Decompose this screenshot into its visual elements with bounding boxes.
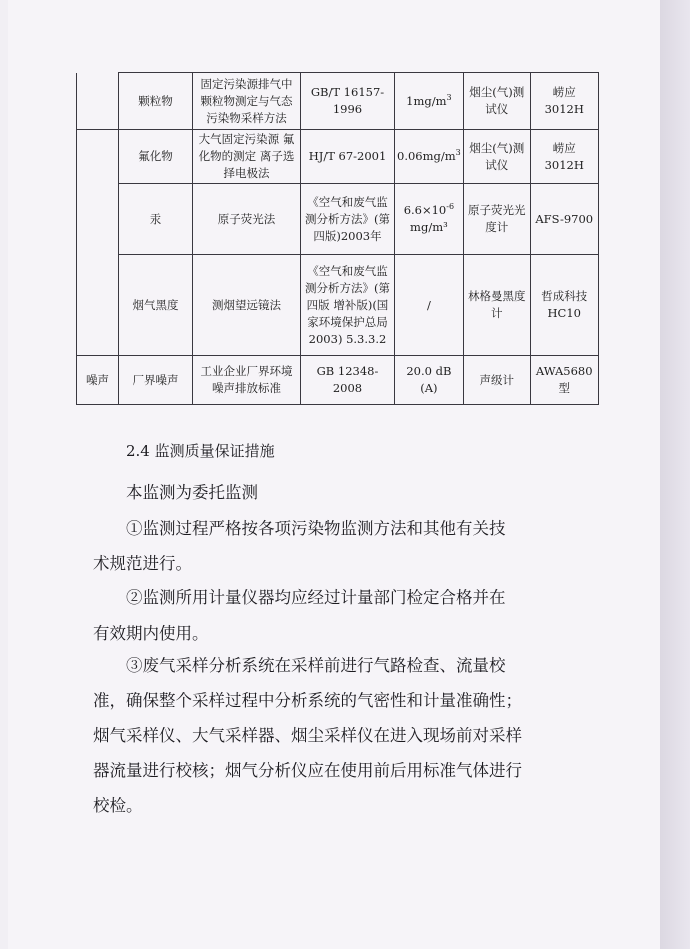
limit-value: 20.0 dB (A) <box>406 364 452 395</box>
section-heading: 2.4 监测质量保证措施 <box>126 442 275 460</box>
limit-unit: mg/m³ <box>410 220 448 234</box>
category-cell: 噪声 <box>77 356 119 405</box>
category-cell <box>77 255 119 356</box>
item-cell: 汞 <box>119 184 193 255</box>
paragraph-line: 校检。 <box>93 796 143 815</box>
limit-cell <box>395 356 464 405</box>
model-cell: 崂应 3012H <box>530 73 598 130</box>
monitoring-methods-table <box>76 72 599 405</box>
instrument-cell: 林格曼黑度计 <box>463 255 530 356</box>
paragraph-line: ②监测所用计量仪器均应经过计量部门检定合格并在 <box>126 588 506 607</box>
item-cell: 烟气黑度 <box>119 255 193 356</box>
paragraph-line: 术规范进行。 <box>93 554 192 573</box>
standard-cell: GB 12348-2008 <box>301 356 395 405</box>
item-cell: 氟化物 <box>119 130 193 184</box>
table-row <box>77 73 599 130</box>
instrument-cell: 烟尘(气)测试仪 <box>463 130 530 184</box>
item-cell: 厂界噪声 <box>119 356 193 405</box>
table-row <box>77 356 599 405</box>
method-cell: 测烟望远镜法 <box>193 255 301 356</box>
category-cell <box>77 130 119 184</box>
standard-cell: HJ/T 67-2001 <box>301 130 395 184</box>
limit-cell <box>395 255 464 356</box>
model-cell: 崂应 3012H <box>530 130 598 184</box>
instrument-cell: 声级计 <box>463 356 530 405</box>
paragraph-line: 有效期内使用。 <box>93 624 209 643</box>
standard-cell: 《空气和废气监测分析方法》(第四版)2003年 <box>301 184 395 255</box>
method-cell: 固定污染源排气中颗粒物测定与气态污染物采样方法 <box>193 73 301 130</box>
table-row <box>77 255 599 356</box>
category-cell <box>77 184 119 255</box>
limit-superscript: 3 <box>455 148 461 158</box>
paragraph-line: ①监测过程严格按各项污染物监测方法和其他有关技 <box>126 519 506 538</box>
method-cell: 工业企业厂界环境噪声排放标准 <box>193 356 301 405</box>
item-cell: 颗粒物 <box>119 73 193 130</box>
limit-superscript: 3 <box>446 92 452 102</box>
instrument-cell: 烟尘(气)测试仪 <box>463 73 530 130</box>
method-cell: 原子荧光法 <box>193 184 301 255</box>
limit-cell <box>395 130 464 184</box>
paragraph-line: 准，确保整个采样过程中分析系统的气密性和计量准确性； <box>93 691 522 710</box>
instrument-cell: 原子荧光光度计 <box>463 184 530 255</box>
standard-cell: GB/T 16157-1996 <box>301 73 395 130</box>
model-cell: AWA5680 型 <box>530 356 598 405</box>
limit-value: / <box>426 297 431 312</box>
table-row <box>77 184 599 255</box>
intro-line: 本监测为委托监测 <box>126 483 258 502</box>
method-cell: 大气固定污染源 氟化物的测定 离子选择电极法 <box>193 130 301 184</box>
limit-cell <box>395 73 464 130</box>
page-edge-shadow <box>660 0 690 949</box>
model-cell: AFS-9700 <box>530 184 598 255</box>
limit-value: 6.6×10 <box>403 203 447 217</box>
limit-value: 1mg/m <box>406 93 447 108</box>
model-cell: 哲成科技 HC10 <box>530 255 598 356</box>
paragraph-line: 器流量进行校核；烟气分析仪应在使用前后用标准气体进行 <box>93 761 522 780</box>
limit-superscript: -6 <box>446 202 455 212</box>
standard-cell: 《空气和废气监测分析方法》(第四版 增补版)(国家环境保护总局 2003) 5.3.3.2 <box>301 255 395 356</box>
table-row <box>77 130 599 184</box>
paragraph-line: 烟气采样仪、大气采样器、烟尘采样仪在进入现场前对采样 <box>93 726 522 745</box>
limit-cell <box>395 184 464 255</box>
paragraph-line: ③废气采样分析系统在采样前进行气路检查、流量校 <box>126 656 506 675</box>
limit-value: 0.06mg/m <box>397 149 456 163</box>
category-cell <box>77 73 119 130</box>
